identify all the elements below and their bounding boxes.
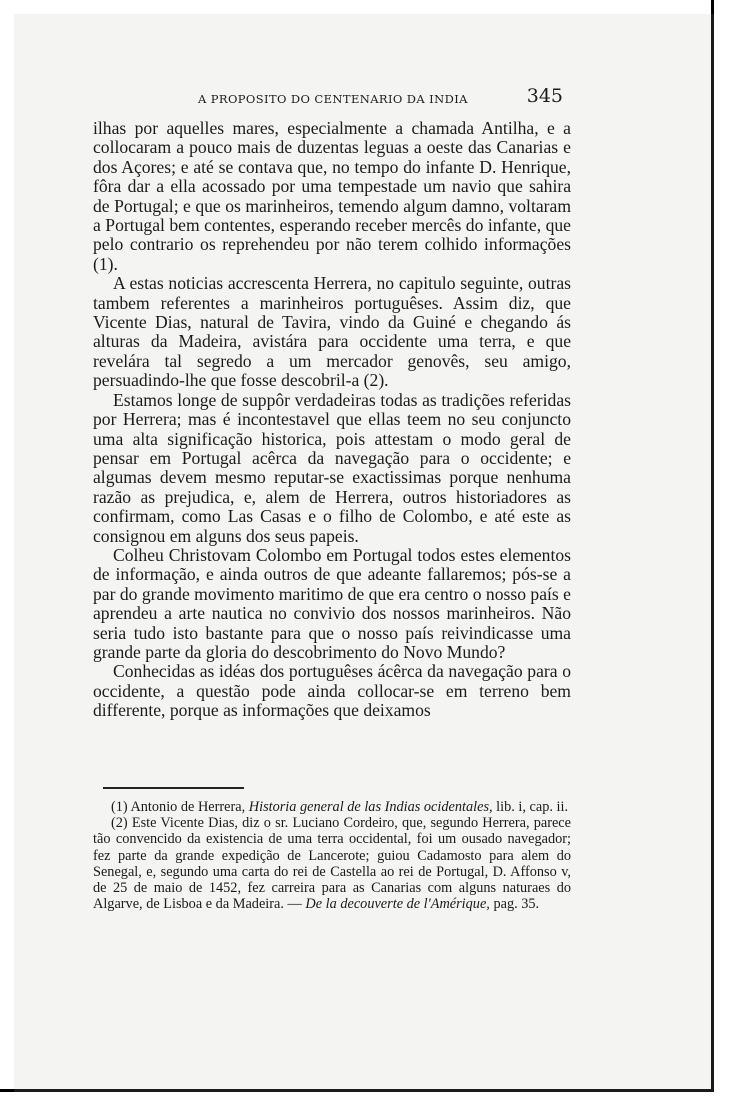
paragraph: ilhas por aquelles mares, especialmente a chamada Antilha, e a collocaram a pouco mais de duzentas leguas a oeste das Canarias e dos Açores; e até se contava que, no tempo do infante D. Henrique, fôra dar a ella acossado por uma tempestade um navio que sahira de Portugal; e que os marinheiros, temendo algum damno, voltaram a Portugal bem contentes, esperando receber mercês do infante, que pelo contrario os reprehendeu por não terem colhido informações (1).: [93, 118, 571, 274]
footnote-2-text: (2) Este Vicente Dias, diz o sr. Luciano Cordeiro, que, segundo Herrera, parece tão convencido da existencia de uma terra occidental, foi um ousado navegador; fez parte da grande expedição de Lancerote; guiou Cadamosto para alem do Senegal, e, segundo uma carta do rei de Castella ao rei de Portugal, D. Affonso v, de 25 de maio de 1452, fez carreira para as Canarias com alguns naturaes do Algarve, de Lisboa e da Madeira. —: [93, 815, 571, 913]
footnote-2: [93, 815, 571, 912]
footnote-2-title: De la decouverte de l'Amérique,: [305, 896, 490, 913]
page-number: 345: [526, 85, 563, 107]
paragraph: A estas noticias accrescenta Herrera, no capitulo seguinte, outras tambem referentes a marinheiros portuguêses. Assim diz, que Vicente Dias, natural de Tavira, vindo da Guiné e chegando ás alturas da Madeira, avistára para occidente uma terra, e que revelára tal segredo a um mercador genovês, seu amigo, persuadindo-lhe que fosse descobril-a (2).: [93, 273, 571, 391]
footnote-1-prefix: (1) Antonio de Herrera,: [111, 799, 249, 815]
crop-mark-top-right: [711, 0, 714, 14]
footnote-1-title: Historia general de las Indias ocidentales,: [248, 799, 493, 815]
paragraph: Colheu Christovam Colombo em Portugal todos estes elementos de informação, e ainda outros de que adeante fallaremos; pós-se a par do grande movimento maritimo de que era centro o nosso país e aprendeu a arte nautica no convivio dos nossos marinheiros. Não seria tudo isto bastante para que o nosso país reivindicasse uma grande parte da gloria do descobrimento do Novo Mundo?: [93, 544, 571, 662]
footnote-divider: [103, 787, 244, 789]
paragraph: Estamos longe de suppôr verdadeiras todas as tradições referidas por Herrera; mas é incontestavel que ellas teem no seu conjuncto uma alta significação historica, pois attestam o modo geral de pensar em Portugal acêrca da navegação para o occidente; e algumas devem mesmo reputar-se exactissimas porque nenhuma razão as prejudica, e, alem de Herrera, outros historiadores as confirmam, como Las Casas e o filho de Colombo, e até este as consignou em alguns dos seus papeis.: [93, 389, 571, 546]
footnote-1-suffix: lib. i, cap. ii.: [492, 799, 569, 815]
footnotes: [93, 799, 571, 912]
running-title: A PROPOSITO DO CENTENARIO DA INDIA: [198, 92, 468, 106]
crop-mark-bottom-left: [0, 1089, 14, 1092]
footnote-2-suffix: pag. 35.: [489, 896, 540, 913]
footnote-1: [93, 799, 571, 815]
paragraph: Conhecidas as idéas dos portuguêses ácêrca da navegação para o occidente, a questão pode ainda collocar-se em terreno bem differente, porque as informações que deixamos: [93, 661, 571, 721]
body-text: [93, 119, 571, 721]
